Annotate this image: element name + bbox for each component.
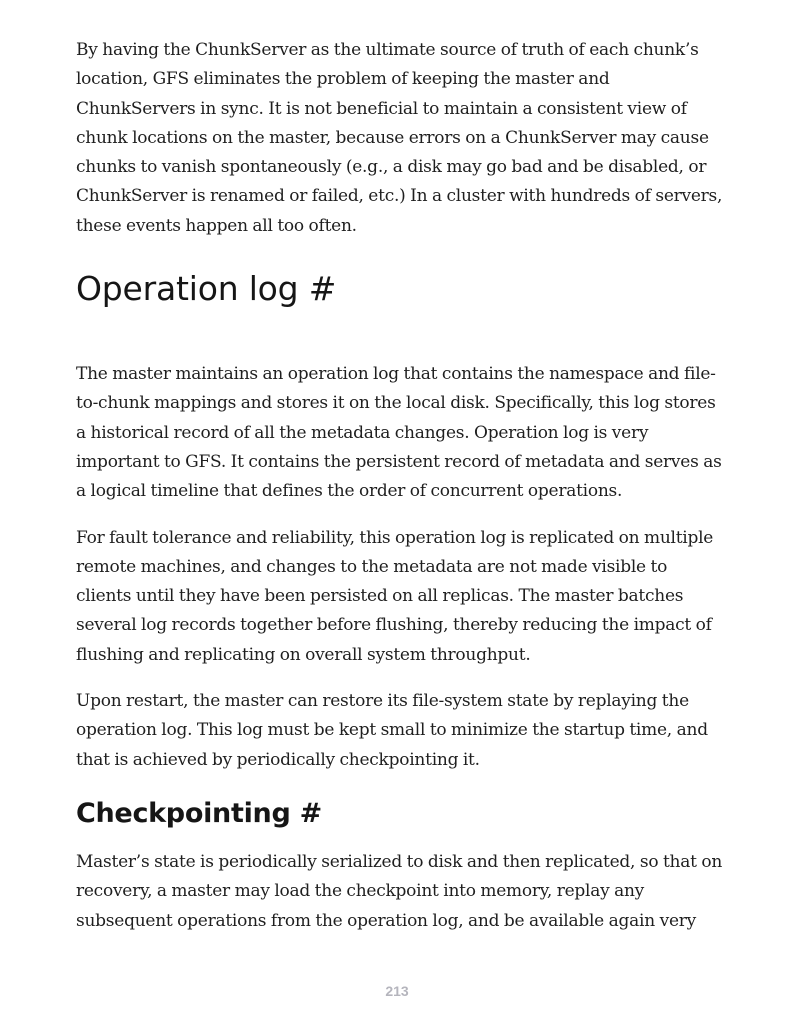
checkpointing-paragraph-1: Master’s state is periodically serialized to disk and then replicated, so that on recovery, a master may load the checkpoint into memory, replay any subsequent operations from the operation log, and be available again very [76,851,723,931]
page-number: 213 [385,983,409,999]
operation-log-paragraph-1: The master maintains an operation log that contains the namespace and file-to-chunk mappings and stores it on the local disk. Specifically, this log stores a historical record of all the metadata changes. Operation log is very important to GFS. It contains the persistent record of metadata and serves as a logical timeline that defines the order of concurrent operations. [76,364,722,502]
intro-paragraph: By having the ChunkServer as the ultimate source of truth of each chunk’s location, GFS eliminates the problem of keeping the master and ChunkServers in sync. It is not beneficial to maintain a consistent view of chunk locations on the master, because errors on a ChunkServer may cause chunks to vanish spontaneously (e.g., a disk may go bad and be disabled, or ChunkServer is renamed or failed, etc.) In a cluster with hundreds of servers, these events happen all too often. [76,40,723,236]
operation-log-paragraph-2: For fault tolerance and reliability, this operation log is replicated on multiple remote machines, and changes to the metadata are not made visible to clients until they have been persisted on all replicas. The master batches several log records together before flushing, thereby reducing the impact of flushing and replicating on overall system throughput. [76,527,714,665]
operation-log-paragraph-3: Upon restart, the master can restore its file-system state by replaying the operation log. This log must be kept small to minimize the startup time, and that is achieved by periodically checkpointing it. [76,691,708,770]
heading-operation-log: Operation log # [76,269,337,309]
page-content [76,36,726,936]
heading-checkpointing: Checkpointing # [76,797,322,829]
